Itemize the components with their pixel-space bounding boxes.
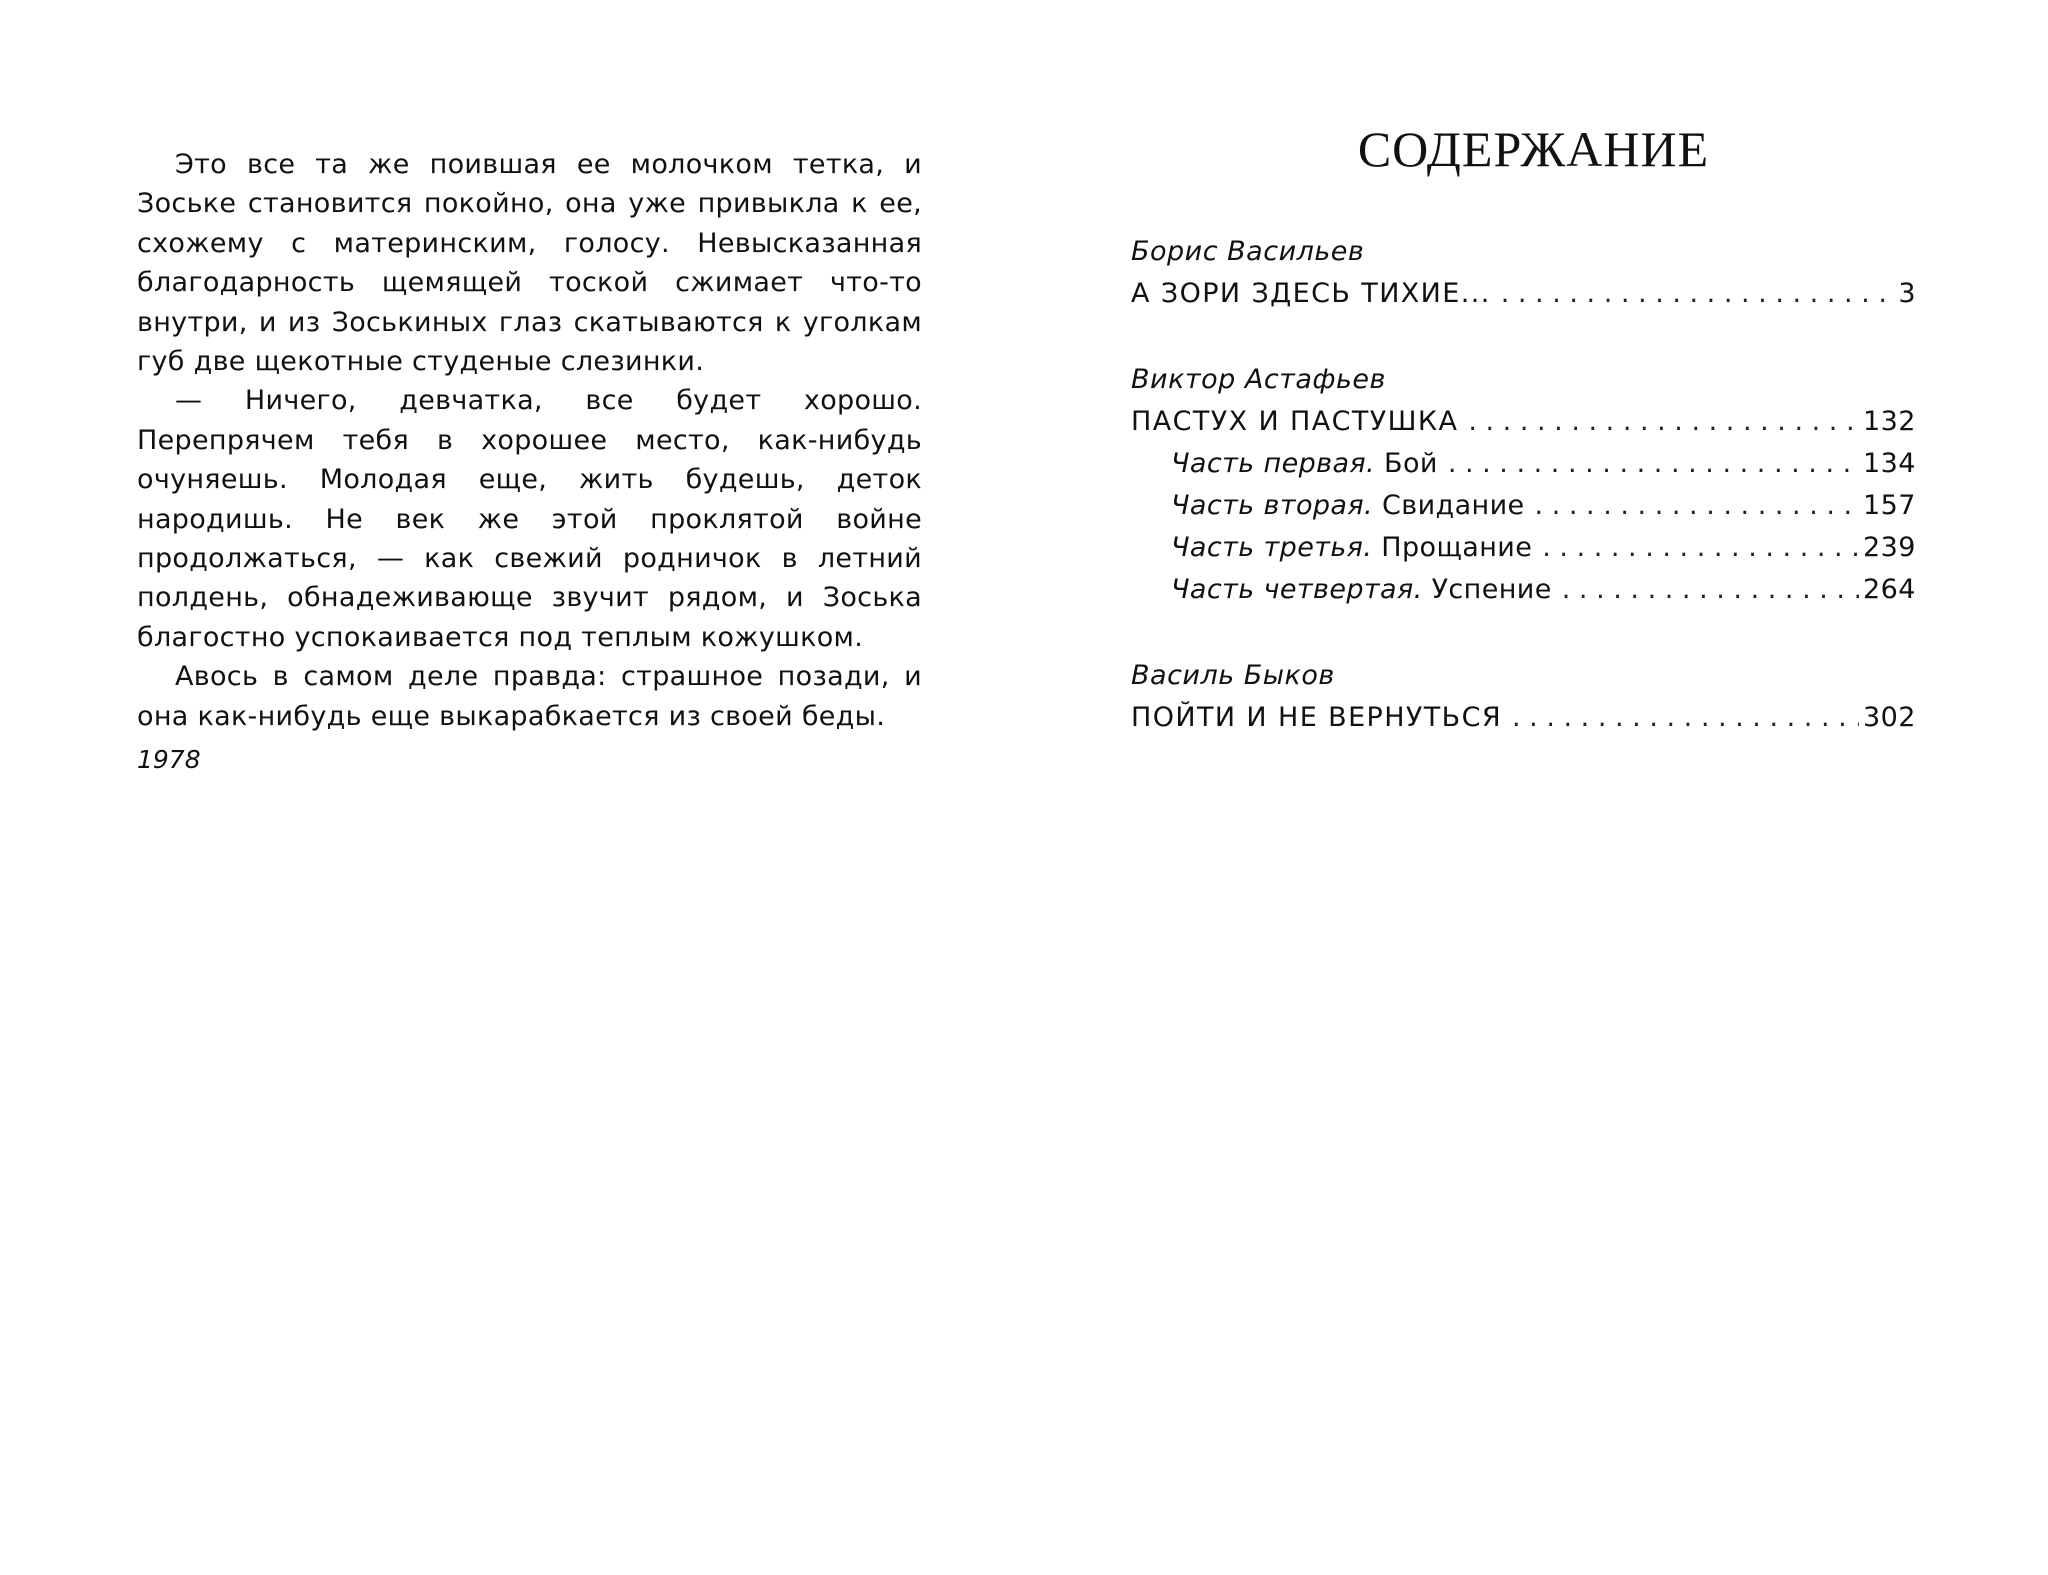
toc-entry[interactable]: [1131, 697, 1916, 739]
toc-heading: СОДЕРЖАНИЕ: [1357, 121, 1710, 177]
paragraph: Авось в самом деле правда: страшное позади, и она как-нибудь еще выкарабкается из своей беды.: [137, 661, 922, 732]
dot-leader: [1535, 485, 1859, 527]
toc-group: [1131, 655, 1916, 739]
toc-page-number: 134: [1862, 448, 1916, 479]
toc-part-name: Бой: [1384, 448, 1438, 479]
dot-leader: [1468, 401, 1859, 443]
toc-title: ПОЙТИ И НЕ ВЕРНУТЬСЯ: [1131, 702, 1502, 733]
dot-leader: [1562, 569, 1859, 611]
paragraph: — Ничего, девчатка, все будет хорошо. Перепрячем тебя в хорошее место, как-нибудь очуняешь. Молодая еще, жить будешь, деток народишь. Не век же этой проклятой войне продолжаться, — как свежий родничок в летний полдень, обнадеживающе звучит рядом, и Зоська благостно успокаивается под теплым кожушком.: [137, 385, 922, 653]
toc-author: Борис Васильев: [1131, 236, 1365, 267]
toc-subentry[interactable]: [1131, 527, 1916, 569]
year: 1978: [137, 745, 201, 775]
toc-part-label: Часть вторая.: [1171, 490, 1373, 521]
toc-page-number: 157: [1862, 490, 1916, 521]
toc-page-number: 3: [1898, 278, 1916, 309]
paragraph: Это все та же поившая ее молочком тетка, и Зоське становится покойно, она уже привыкла к ее, схожему с материнским, голосу. Невысказанная благодарность щемящей тоской сжимает что-то внутри, и из Зоськиных глаз скатываются к уголкам губ две щекотные студеные слезинки.: [137, 149, 922, 378]
toc-subentry[interactable]: [1131, 485, 1916, 527]
table-of-contents: [1131, 120, 1916, 783]
toc-part-name: Прощание: [1381, 532, 1533, 563]
toc-group: [1131, 359, 1916, 611]
toc-author: Виктор Астафьев: [1131, 364, 1386, 395]
toc-part-name: Успение: [1431, 574, 1552, 605]
dot-leader: [1512, 697, 1859, 739]
dot-leader: [1501, 273, 1895, 315]
toc-author: Василь Быков: [1131, 660, 1335, 691]
toc-part-label: Часть третья.: [1171, 532, 1373, 563]
toc-entry[interactable]: [1131, 273, 1916, 315]
dot-leader: [1448, 443, 1859, 485]
dot-leader: [1542, 527, 1859, 569]
toc-part-name: Свидание: [1382, 490, 1525, 521]
toc-page-number: 132: [1862, 406, 1916, 437]
toc-part-label: Часть первая.: [1171, 448, 1376, 479]
toc-page-number: 264: [1862, 574, 1916, 605]
toc-title: ПАСТУХ И ПАСТУШКА: [1131, 406, 1459, 437]
toc-group: [1131, 231, 1916, 315]
toc-entry[interactable]: [1131, 401, 1916, 443]
toc-subentry[interactable]: [1131, 443, 1916, 485]
left-page: [137, 145, 922, 778]
toc-subentry[interactable]: [1131, 569, 1916, 611]
toc-part-label: Часть четвертая.: [1171, 574, 1423, 605]
toc-page-number: 302: [1862, 702, 1916, 733]
toc-title: А ЗОРИ ЗДЕСЬ ТИХИЕ...: [1131, 278, 1491, 309]
toc-page-number: 239: [1862, 532, 1916, 563]
